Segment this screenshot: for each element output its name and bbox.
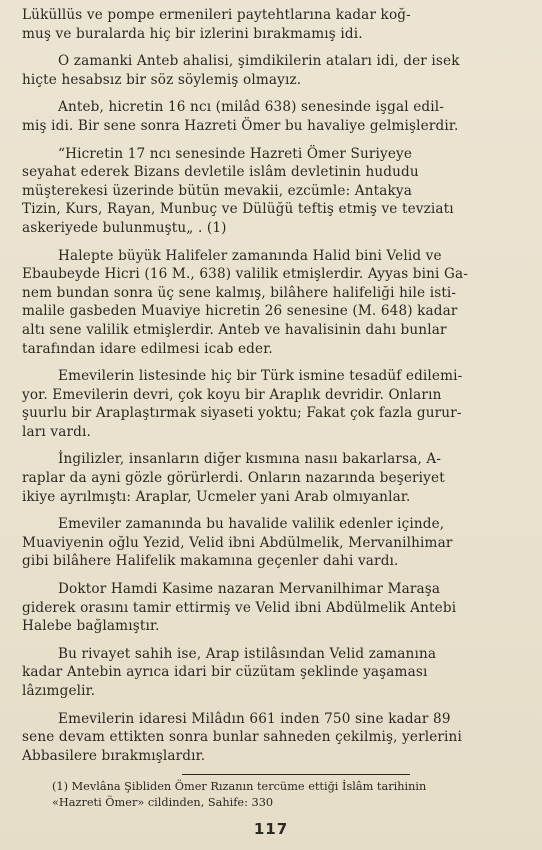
body-text xyxy=(22,6,526,765)
text-line: O zamanki Anteb ahalisi, şimdikilerin ataları idi, der isek xyxy=(58,53,460,70)
paragraph-6 xyxy=(22,367,526,441)
text-line: hiçte hesabsız bir söz söylemiş olmayız. xyxy=(22,71,302,88)
text-line: Tizin, Kurs, Rayan, Munbuç ve Dülüğü teftiş etmiş ve tevziatı xyxy=(22,201,454,218)
text-line: sene devam ettikten sonra bunlar sahneden çekilmiş, yerlerini xyxy=(22,729,462,746)
text-line: askeriyede bulunmuştu„ . (1) xyxy=(22,219,227,236)
text-line: Emeviler zamanında bu havalide valilik edenler içinde, xyxy=(58,516,445,533)
paragraph-4-quote xyxy=(22,145,526,238)
footnote-line: «Hazreti Ömer» cildinden, Sahife: 330 xyxy=(52,796,274,810)
text-line: Doktor Hamdi Kasime nazaran Mervanilhimar Maraşa xyxy=(58,581,441,598)
text-line: Lüküllüs ve pompe ermenileri paytehtlarına kadar koğ- xyxy=(22,7,411,23)
paragraph-7 xyxy=(22,450,526,506)
text-line: İngilizler, insanların diğer kısmına nasıı bakarlarsa, A- xyxy=(58,451,442,468)
text-line: gibi bilâhere Halifelik makamına geçenler dahi vardı. xyxy=(22,553,399,570)
text-line: malile gasbeden Muaviye hicretin 26 senesine (M. 648) kadar xyxy=(22,303,458,320)
footnote-divider xyxy=(182,774,410,775)
text-line: kadar Antebin ayrıca idari bir cüzütam şeklinde yaşaması xyxy=(22,664,428,681)
text-line: müşterekesi üzerinde bütün mevakii, ezcümle: Antakya xyxy=(22,182,412,199)
paragraph-1 xyxy=(22,6,526,43)
paragraph-5 xyxy=(22,247,526,359)
text-line: raplar da ayni gözle görürlerdi. Onların nazarında beşeriyet xyxy=(22,470,445,487)
paragraph-10 xyxy=(22,645,526,701)
text-line: Bu rivayet sahih ise, Arap istilâsından Velid zamanına xyxy=(58,645,437,662)
text-line: Halepte büyük Halifeler zamanında Halid bini Velid ve xyxy=(58,247,442,264)
text-line: Anteb, hicretin 16 ncı (milâd 638) senesinde işgal edil- xyxy=(58,99,445,116)
text-line: Halebe bağlamıştır. xyxy=(22,618,160,635)
text-line: miş idi. Bir sene sonra Hazreti Ömer bu havaliye gelmişlerdir. xyxy=(22,117,459,134)
paragraph-11 xyxy=(22,710,526,766)
text-line: nem bundan sonra üç sene kalmış, bilâhere halifeliği hile isti- xyxy=(22,284,457,301)
footnote xyxy=(22,779,526,811)
paragraph-2 xyxy=(22,52,526,89)
text-line: altı sene valilik etmişlerdir. Anteb ve havalisinin dahı bunlar xyxy=(22,321,447,338)
paragraph-8 xyxy=(22,515,526,571)
page-number: 117 xyxy=(253,820,289,838)
text-line: ikiye ayrılmıştı: Araplar, Ucmeler yani Arab olmıyanlar. xyxy=(22,488,411,505)
text-line: Abbasilere bırakmışlardır. xyxy=(22,747,206,764)
text-line: muş ve buralarda hiç bir izlerini bırakmamış idi. xyxy=(22,25,363,42)
text-line: yor. Emevilerin devri, çok koyu bir Araplık devridir. Onların xyxy=(22,386,442,403)
text-line: Emevilerin listesinde hiç bir Türk ismine tesadüf edilemi- xyxy=(58,368,463,385)
text-line: Ebaubeyde Hicri (16 M., 638) valilik etmişlerdir. Ayyas bini Ga- xyxy=(22,266,469,283)
text-line: lâzımgelir. xyxy=(22,683,96,699)
text-line: Emevilerin idaresi Milâdın 661 inden 750 sine kadar 89 xyxy=(58,710,451,727)
text-line: şuurlu bir Araplaştırmak siyaseti yoktu; Fakat çok fazla gurur- xyxy=(22,405,462,422)
text-line: ları vardı. xyxy=(22,423,91,440)
footnote-line: (1) Mevlâna Şibliden Ömer Rızanın tercüme ettiği İslâm tarihinin xyxy=(52,780,427,794)
text-line: “Hicretin 17 ncı senesinde Hazreti Ömer Suriyeye xyxy=(58,145,413,162)
paragraph-3 xyxy=(22,98,526,135)
paragraph-9 xyxy=(22,580,526,636)
text-line: giderek orasını tamir ettirmiş ve Velid ibni Abdülmelik Antebi xyxy=(22,599,457,616)
text-line: tarafından idare edilmesi icab eder. xyxy=(22,340,273,357)
text-line: seyahat ederek Bizans devletile islâm devletinin hududu xyxy=(22,164,419,181)
text-line: Muaviyenin oğlu Yezid, Velid ibni Abdülmelik, Mervanilhimar xyxy=(22,534,453,551)
